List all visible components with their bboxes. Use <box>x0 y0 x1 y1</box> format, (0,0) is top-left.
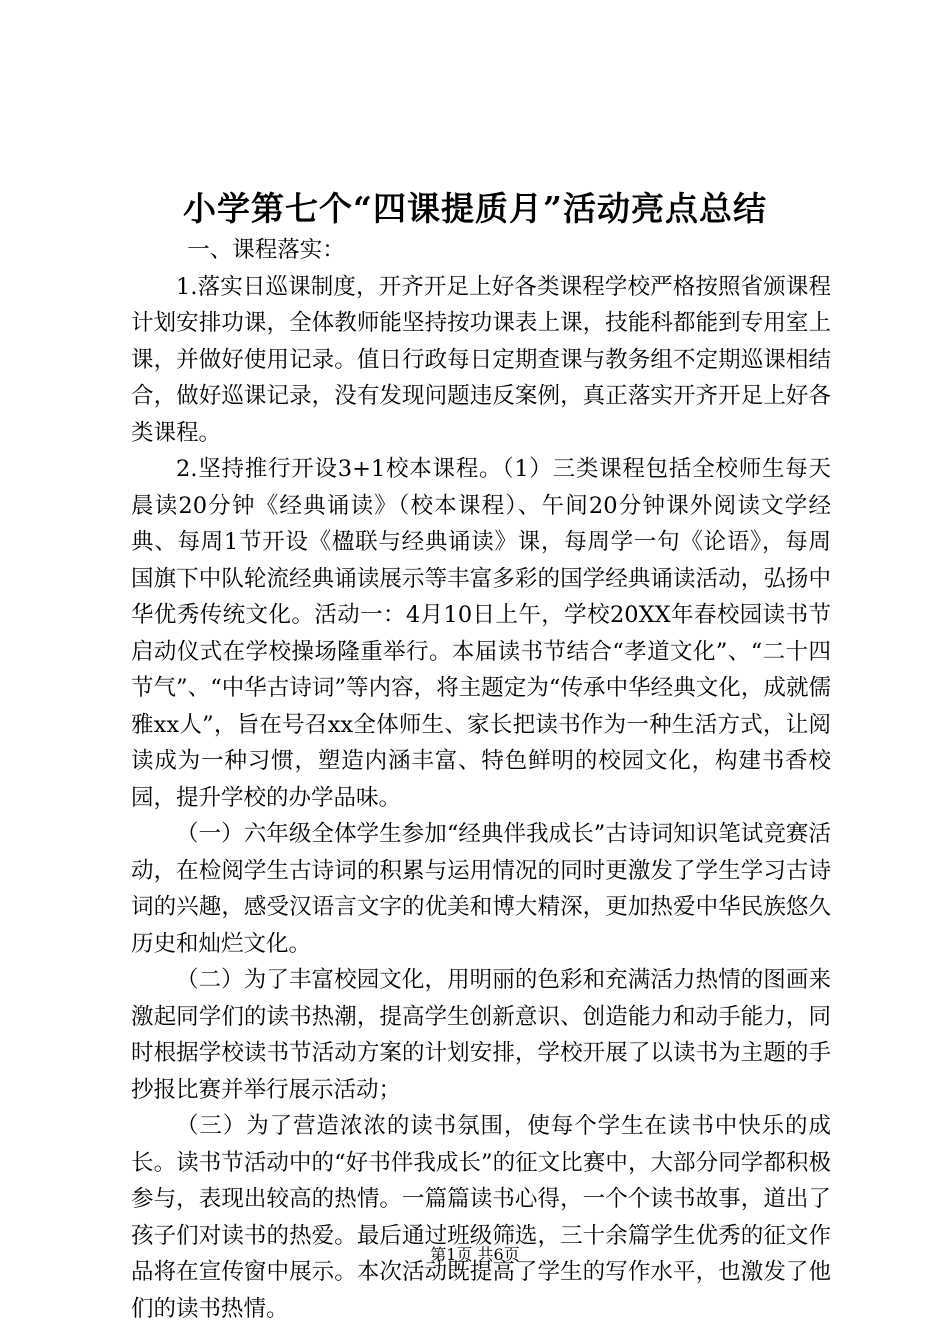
section-heading: 一、课程落实： <box>187 237 345 263</box>
paragraph-activity-two: （二）为了丰富校园文化，用明丽的色彩和充满活力热情的图画来激起同学们的读书热潮，提高学生创新意识、创造能力和动手能力，同时根据学校读书节活动方案的计划安排，学校开展了以读书为主题的手抄报比赛并举行展示活动； <box>131 967 831 1103</box>
page-number-footer: 第1页 共6页 <box>430 1245 520 1264</box>
paragraph-school-courses: 2.坚持推行开设3+1校本课程。（1）三类课程包括全校师生每天晨读20分钟《经典诵读》（校本课程）、午间20分钟课外阅读文学经典、每周1节开设《楹联与经典诵读》课，每周学一句《论语》，每周国旗下中队轮流经典诵读展示等丰富多彩的国学经典诵读活动，弘扬中华优秀传统文化。活动一：4月10日上午，学校20XX年春校园读书节启动仪式在学校操场隆重举行。本届读书节结合“孝道文化”、“二十四节气”、“中华古诗词”等内容，将主题定为“传承中华经典文化，成就儒雅xx人”，旨在号召xx全体师生、家长把读书作为一种生活方式，让阅读成为一种习惯，塑造内涵丰富、特色鲜明的校园文化，构建书香校园，提升学校的办学品味。 <box>131 456 831 811</box>
document-body <box>131 232 831 1327</box>
paragraph-patrol-system: 1.落实日巡课制度，开齐开足上好各类课程学校严格按照省颁课程计划安排功课，全体教师能坚持按功课表上课，技能科都能到专用室上课，并做好使用记录。值日行政每日定期查课与教务组不定期巡课相结合，做好巡课记录，没有发现问题违反案例，真正落实开齐开足上好各类课程。 <box>131 273 831 446</box>
paragraph-activity-one: （一）六年级全体学生参加“经典伴我成长”古诗词知识笔试竞赛活动，在检阅学生古诗词的积累与运用情况的同时更激发了学生学习古诗词的兴趣，感受汉语言文字的优美和博大精深，更加热爱中华民族悠久历史和灿烂文化。 <box>131 821 831 957</box>
document-title: 小学第七个“四课提质月”活动亮点总结 <box>183 189 767 228</box>
paragraph-activity-three: （三）为了营造浓浓的读书氛围，使每个学生在读书中快乐的成长。读书节活动中的“好书伴我成长”的征文比赛中，大部分同学都积极参与，表现出较高的热情。一篇篇读书心得，一个个读书故事，道出了孩子们对读书的热爱。最后通过班级筛选，三十余篇学生优秀的征文作品将在宣传窗中展示。本次活动既提高了学生的写作水平，也激发了他们的读书热情。 <box>131 1113 831 1322</box>
